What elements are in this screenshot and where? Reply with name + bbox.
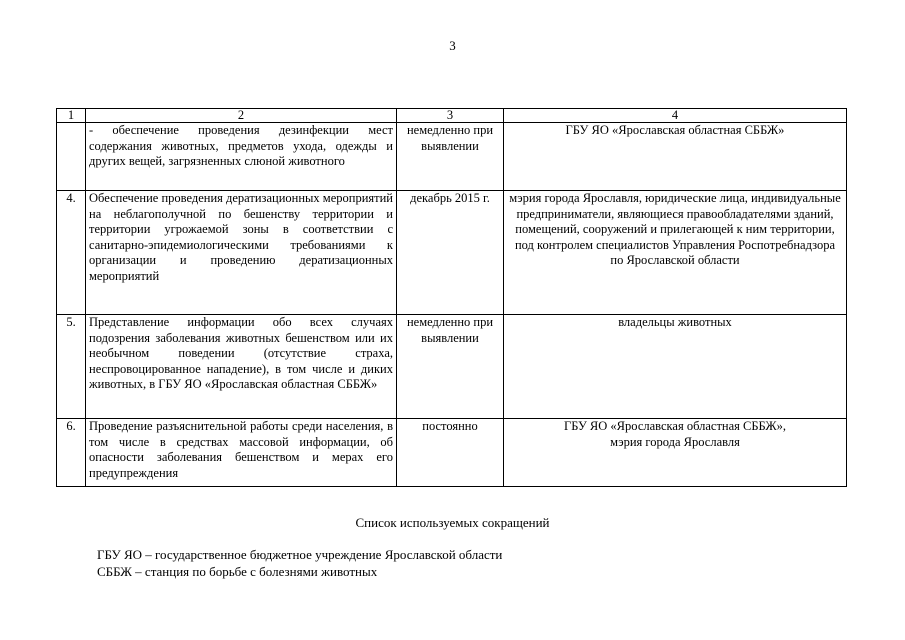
measure-text: Проведение разъяснительной работы среди населения, в том числе в средствах массовой информации, об опасности заболевания бешенством и мерах его предупреждения xyxy=(86,419,397,487)
abbreviation-item: ГБУ ЯО – государственное бюджетное учреждение Ярославской области xyxy=(97,547,503,562)
measure-responsible xyxy=(504,419,847,487)
measure-responsible: владельцы животных xyxy=(504,315,847,419)
header-cell: 3 xyxy=(397,109,504,123)
measure-term: постоянно xyxy=(397,419,504,487)
row-number xyxy=(57,123,86,191)
table-row xyxy=(57,191,847,315)
measure-term xyxy=(397,191,504,315)
header-cell: 2 xyxy=(86,109,397,123)
row-number: 5. xyxy=(57,315,86,419)
measure-term: немедленно при выявлении xyxy=(397,315,504,419)
measure-term-text: декабрь 2015 г. xyxy=(410,191,490,205)
row-number: 4. xyxy=(57,191,86,315)
row-number: 6. xyxy=(57,419,86,487)
measure-text: Обеспечение проведения дератизационных мероприятий на неблагополучной по бешенству территории и территории угрожаемой зоны в соответствии с санитарно-эпидемиологическими требованиями к организации и проведению дератизационных мероприятий xyxy=(86,191,397,315)
measure-responsible-text: ГБУ ЯО «Ярославская областная СББЖ», мэрия города Ярославля xyxy=(563,419,786,449)
measure-term: немедленно при выявлении xyxy=(397,123,504,191)
abbreviation-item: СББЖ – станция по борьбе с болезнями животных xyxy=(97,564,378,579)
header-cell: 1 xyxy=(57,109,86,123)
table-row xyxy=(57,123,847,191)
page-number: 3 xyxy=(449,38,456,53)
table-row xyxy=(57,419,847,487)
table-header-row xyxy=(57,109,847,123)
table-row xyxy=(57,315,847,419)
header-cell: 4 xyxy=(504,109,847,123)
abbreviations-list xyxy=(97,546,502,580)
measure-text: - обеспечение проведения дезинфекции мест содержания животных, предметов ухода, одежды и других вещей, загрязненных слюной животного xyxy=(86,123,397,191)
abbreviations-title: Список используемых сокращений xyxy=(355,515,550,530)
measure-responsible: ГБУ ЯО «Ярославская областная СББЖ» xyxy=(504,123,847,191)
measure-responsible: мэрия города Ярославля, юридические лица, индивидуальные предприниматели, являющиеся правообладателями зданий, помещений, сооружений и прилегающей к ним территории, под контролем специалистов Управления Роспотребнадзора по Ярославской области xyxy=(504,191,847,315)
measures-table xyxy=(56,108,847,487)
measure-text: Представление информации обо всех случаях подозрения заболевания животных бешенством или их необычном поведении (отсутствие страха, неспровоцированное нападение), в том числе и диких животных, в ГБУ ЯО «Ярославская областная СББЖ» xyxy=(86,315,397,419)
